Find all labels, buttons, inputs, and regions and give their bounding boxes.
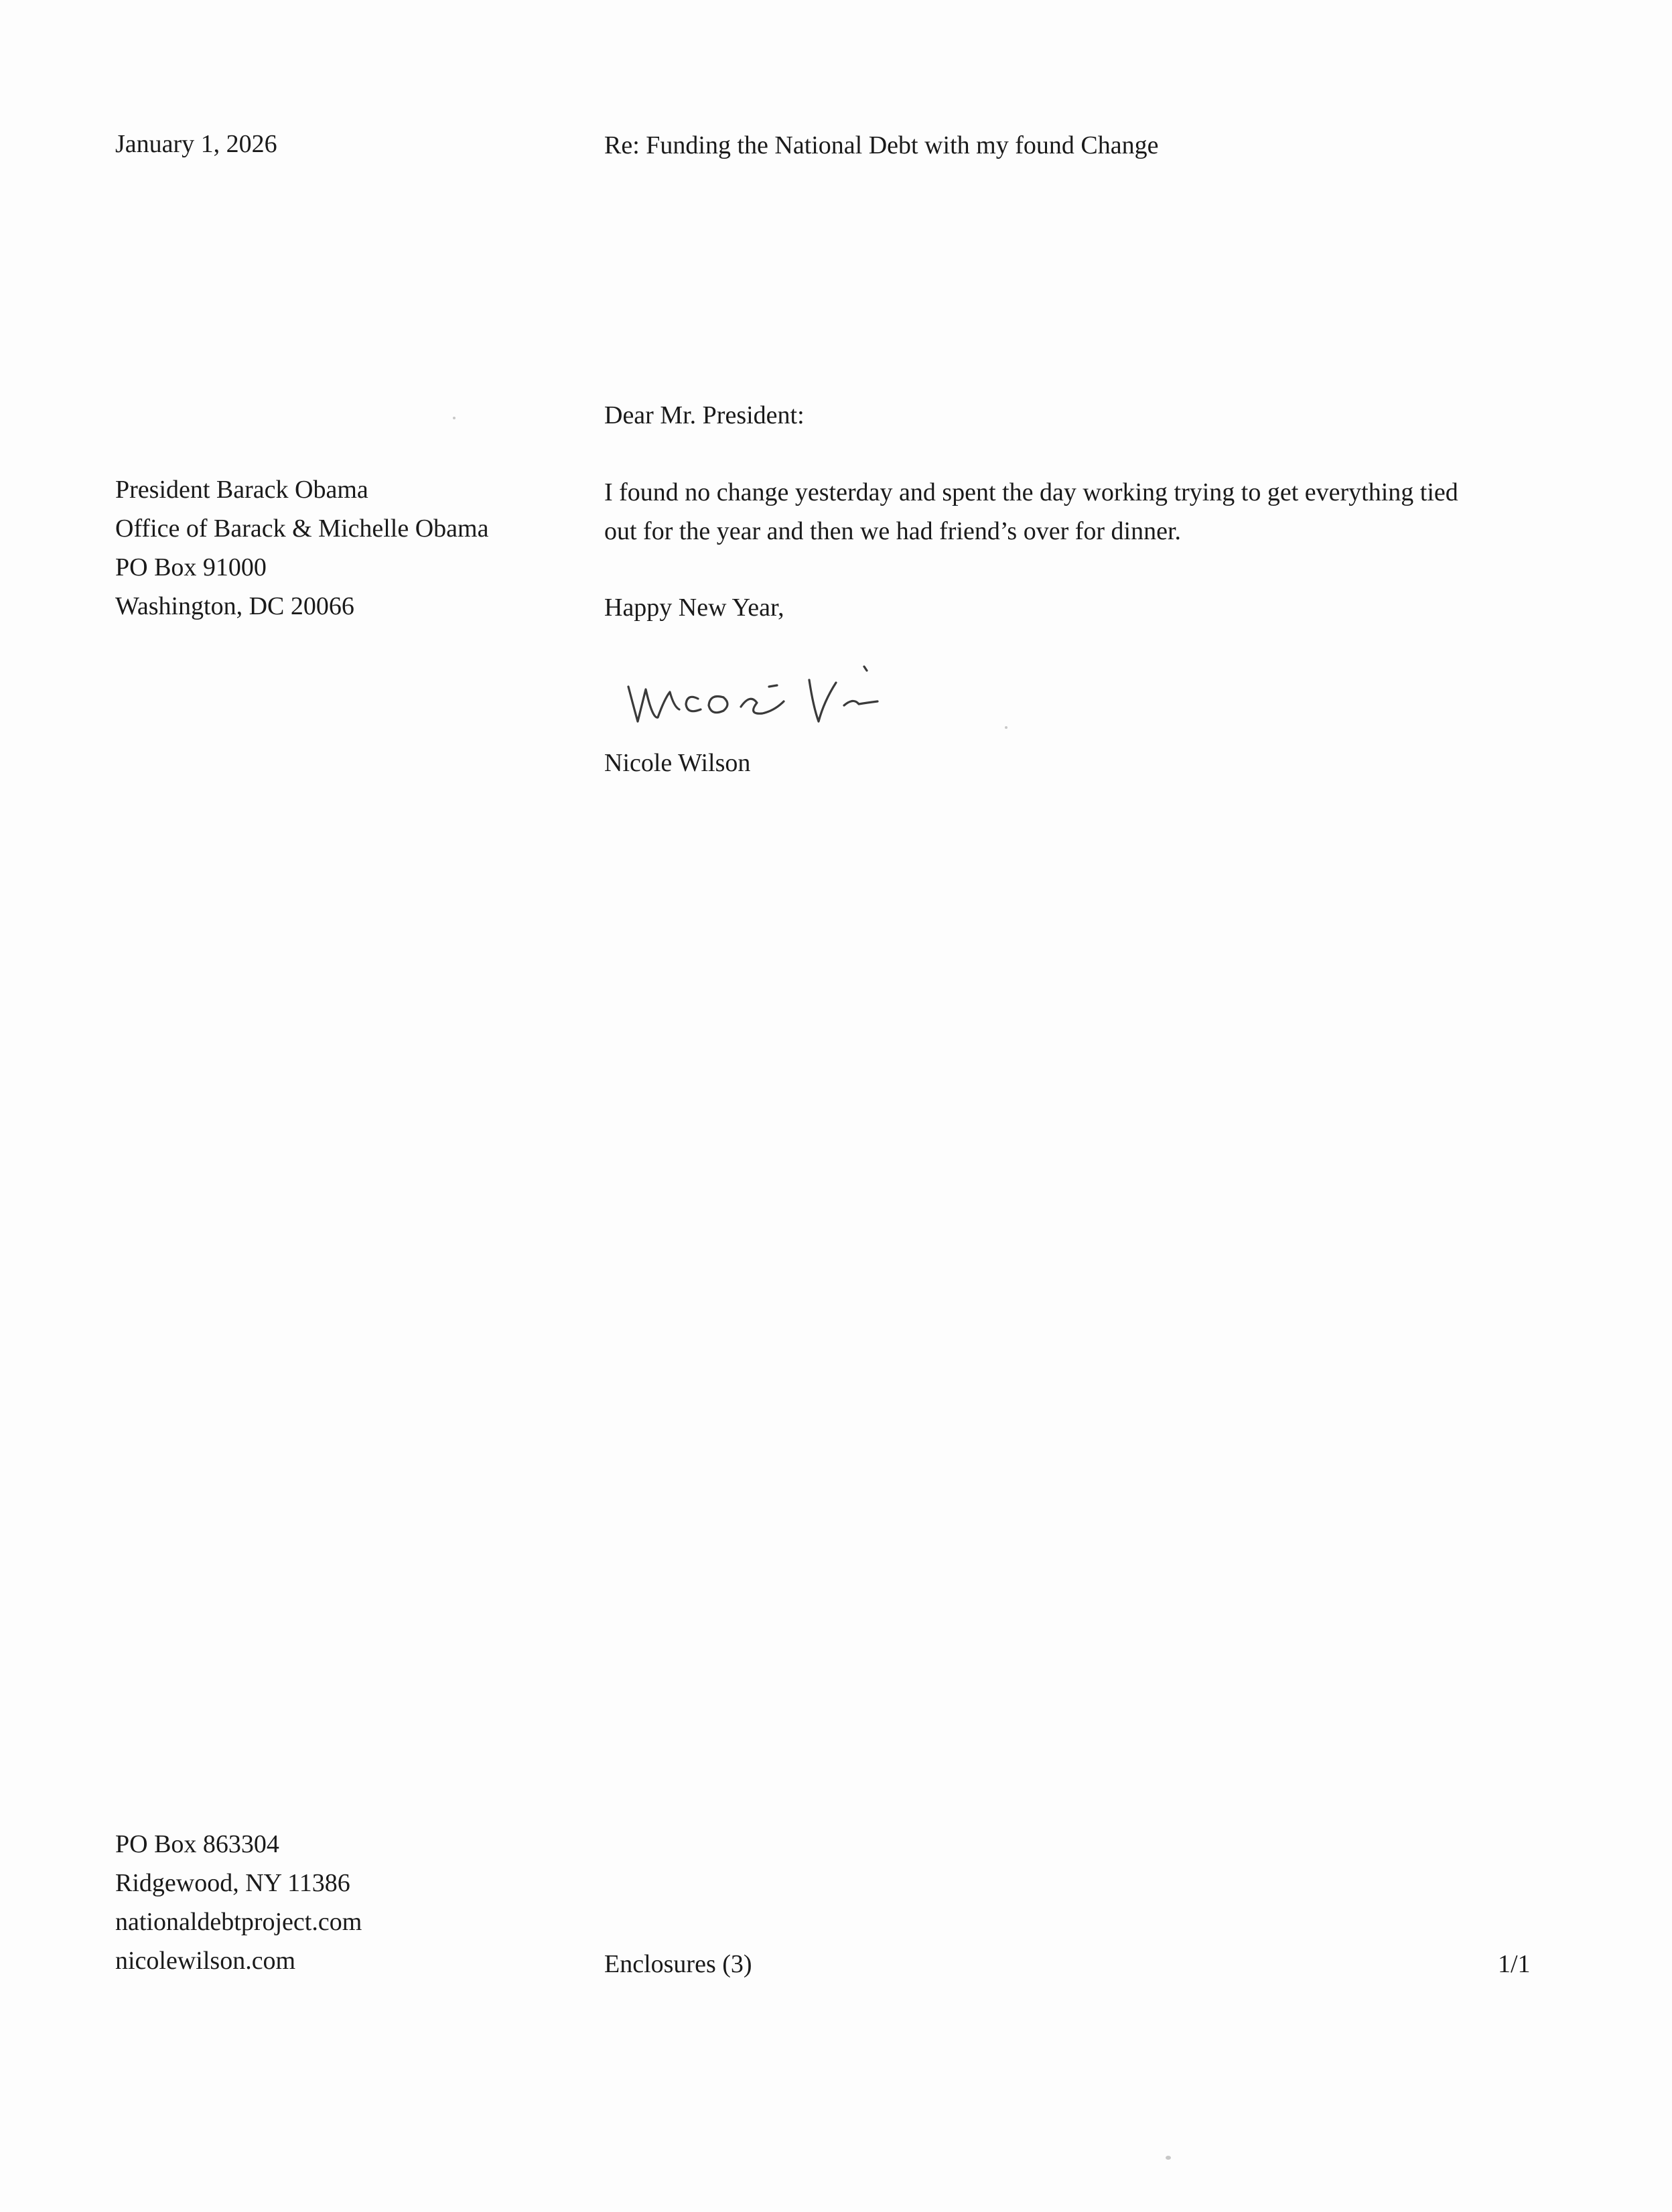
salutation: Dear Mr. President: (604, 401, 805, 429)
recipient-line: Office of Barack & Michelle Obama (115, 514, 489, 543)
body-line: out for the year and then we had friend’s over for dinner. (604, 517, 1182, 545)
recipient-address (115, 470, 488, 626)
recipient-line: Washington, DC 20066 (115, 592, 354, 620)
signature-name: Nicole Wilson (604, 749, 751, 777)
handwritten-signature (623, 660, 985, 740)
paper-speck (1005, 726, 1007, 729)
sender-line: Ridgewood, NY 11386 (115, 1869, 350, 1897)
letter-body (604, 473, 1458, 551)
enclosures-note: Enclosures (3) (604, 1950, 752, 1978)
body-line: I found no change yesterday and spent the day working trying to get everything tied (604, 478, 1458, 506)
recipient-line: PO Box 91000 (115, 553, 267, 581)
sender-line: nicolewilson.com (115, 1947, 296, 1975)
paper-speck (453, 417, 456, 419)
closing: Happy New Year, (604, 594, 784, 622)
letter-subject: Re: Funding the National Debt with my found Change (604, 131, 1159, 159)
sender-line: nationaldebtproject.com (115, 1908, 362, 1936)
paper-speck (1166, 2156, 1171, 2160)
sender-line: PO Box 863304 (115, 1830, 279, 1858)
sender-address (115, 1825, 362, 1980)
recipient-line: President Barack Obama (115, 476, 368, 504)
letter-date: January 1, 2026 (115, 130, 277, 158)
page-number: 1/1 (1498, 1950, 1531, 1978)
